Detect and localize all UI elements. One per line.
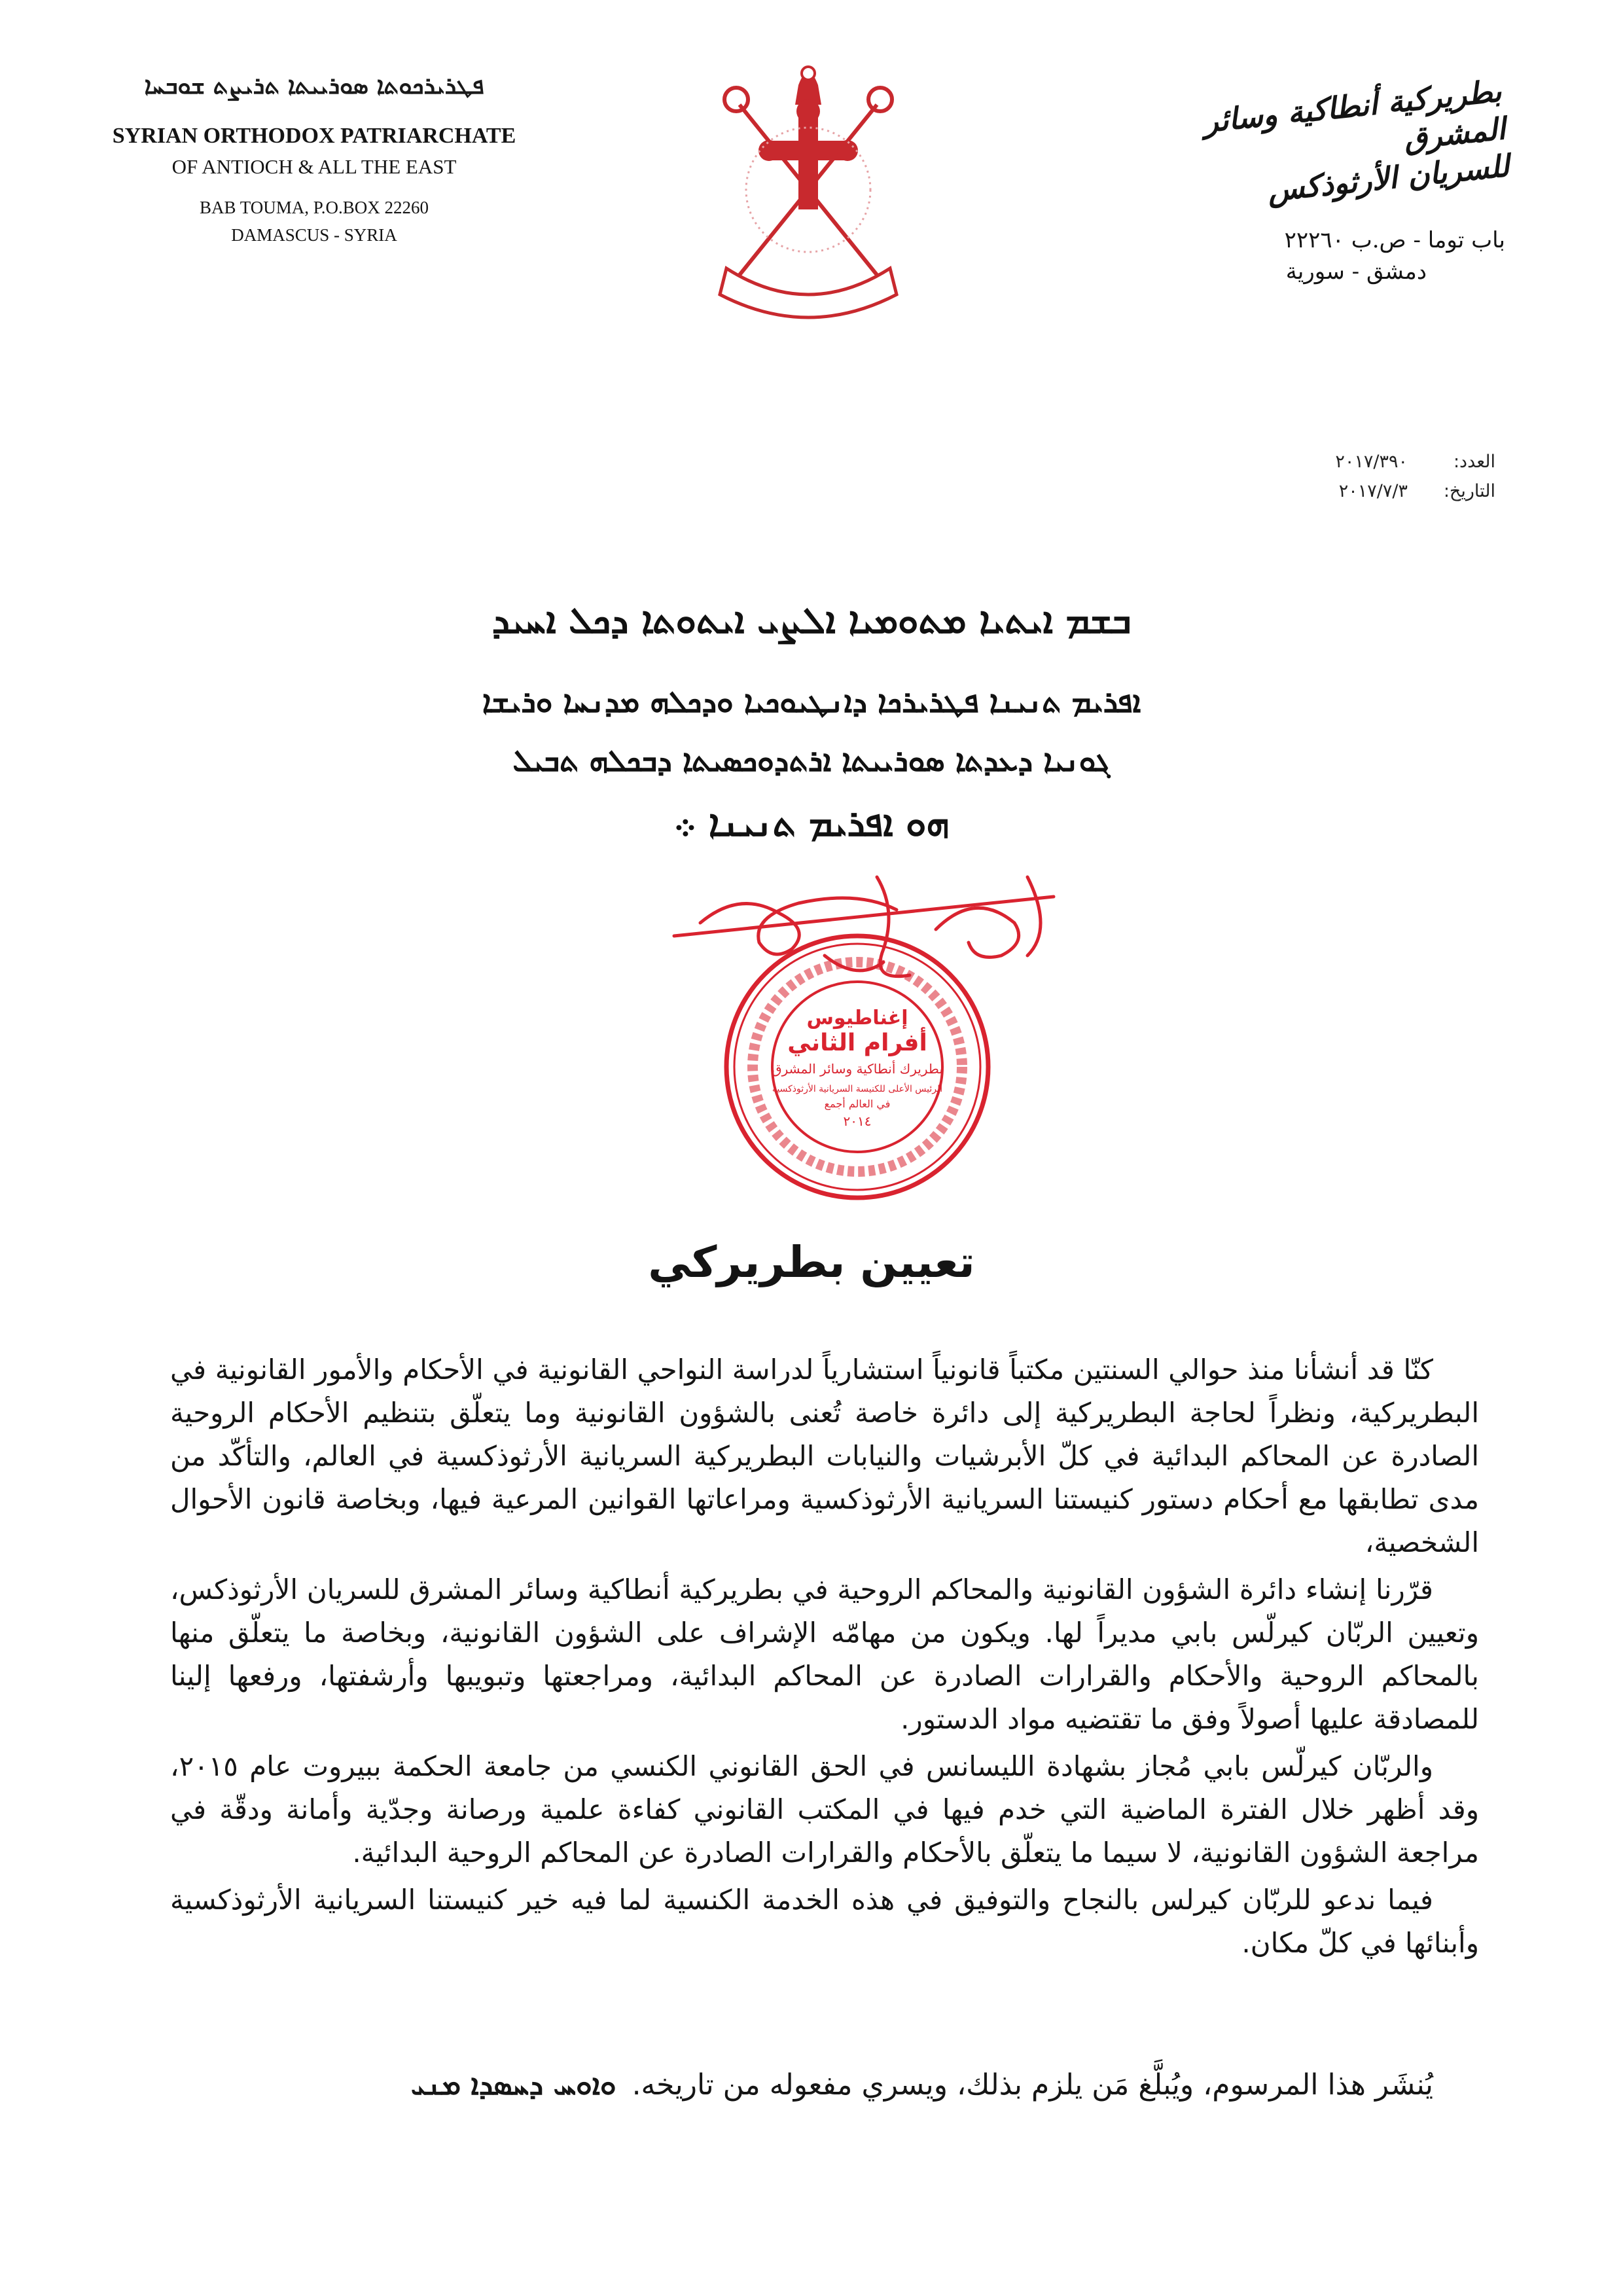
decree-body bbox=[170, 1348, 1479, 1969]
body-paragraph-4: فيما ندعو للربّان كيرلس بالنجاح والتوفيق في هذه الخدمة الكنسية لما فيه خير كنيستنا السريانية الأرثوذكسية وأبنائها في كلّ مكان. bbox=[170, 1884, 1479, 1959]
letterhead-arabic-address-line1: باب توما - ص.ب ٢٢٢٦٠ bbox=[1284, 226, 1505, 253]
reference-date-value: ٢٠١٧/٧/٣ bbox=[1338, 481, 1408, 501]
body-paragraph-3: والربّان كيرلّس بابي مُجاز بشهادة الليسانس في الحق القانوني الكنسي من جامعة الحكمة ببيروت عام ٢٠١٥، وقد أظهر خلال الفترة الماضية التي خدم فيها في المكتب القانوني كفاءة علمية ورصانة وجدّية وأمانة ودقّة في مراجعة الشؤون القانونية، لا سيما ما يتعلّق بالأحكام والقرارات الصادرة عن المحاكم الروحية البدائية. bbox=[170, 1750, 1479, 1869]
closing-line bbox=[170, 2068, 1479, 2102]
body-paragraph-2: قرّرنا إنشاء دائرة الشؤون القانونية والمحاكم الروحية في بطريركية أنطاكية وسائر المشرق للسريان الأرثوذكس، وتعيين الربّان كيرلّس بابي مديراً لها. ويكون من مهامّه الإشراف على الشؤون القانونية، وبخاصة ما يتعلّق منها بالمحاكم الروحية والأحكام والقرارات الصادرة عن المحاكم البدائية، ومراجعتها وتبويبها وأرشفتها، ورفعها إلينا للمصادقة عليها أصولاً وفق ما تقتضيه مواد الدستور. bbox=[170, 1573, 1479, 1735]
signature-icon bbox=[674, 877, 1054, 977]
patriarchal-seal bbox=[661, 851, 1067, 1217]
letterhead-address-line2: DAMASCUS - SYRIA bbox=[231, 224, 397, 245]
reference-number-label: العدد: bbox=[1453, 452, 1495, 472]
letterhead-arabic-line2: للسريان الأرثوذكس bbox=[1266, 147, 1511, 209]
letterhead-right bbox=[1126, 72, 1511, 285]
seal-title-line3: بطريرك أنطاكية وسائر المشرق bbox=[772, 1061, 943, 1077]
letterhead-subtitle: OF ANTIOCH & ALL THE EAST bbox=[171, 155, 457, 178]
reference-block bbox=[1129, 452, 1495, 511]
body-paragraph-1: كنّا قد أنشأنا منذ حوالي السنتين مكتباً قانونياً استشارياً لدراسة النواحي القانونية في الأحكام والأمور القانونية في البطريركية، ونظراً لحاجة البطريركية إلى دائرة خاصة تُعنى بالشؤون القانونية وما يتعلّق بتنظيم الأحكام الروحية الصادرة عن المحاكم البدائية في كلّ الأبرشيات والنيابات البطريركية السريانية الأرثوذكسية في العالم، والتأكّد من مدى تطابقها مع أحكام دستور كنيستنا السريانية الأرثوذكسية ومراعاتها القوانين المرعية فيها، وبخاصة قانون الأحوال الشخصية، bbox=[170, 1354, 1479, 1558]
seal-title-line5: في العالم أجمع bbox=[824, 1098, 891, 1110]
letterhead-address bbox=[72, 194, 556, 249]
reference-date-row bbox=[1129, 481, 1495, 501]
letterhead-title: SYRIAN ORTHODOX PATRIARCHATE bbox=[112, 124, 516, 148]
invocation-line4: ܗܘ ܐܦܪܝܡ ܬܢܝܢܐ ܀ bbox=[673, 802, 950, 845]
reference-date-label: التاريخ: bbox=[1443, 481, 1495, 501]
closing-syriac: ܘܐܘܚ ܕܚܣܕܐ ܡܢܝ bbox=[410, 2068, 616, 2102]
reference-number-value: ٢٠١٧/٣٩٠ bbox=[1335, 452, 1408, 472]
letterhead-address-line1: BAB TOUMA, P.O.BOX 22260 bbox=[199, 198, 429, 217]
invocation-line3: ܓܘܢܝܐ ܕܥܕܬܐ ܣܘܪܝܝܬܐ ܐܪܬܕܘܟܣܝܬܐ ܕܒܟܠܗ ܬܒܝܠ bbox=[512, 743, 1111, 778]
letterhead-arabic-line1: بطريركية أنطاكية وسائر المشرق bbox=[1202, 73, 1507, 156]
invocation-line1: ܒܫܡ ܐܝܬܝܐ ܡܬܘܡܝܐ ܐܠܨܝ ܐܝܬܘܬܐ ܕܟܠ ܐܚܝܕ bbox=[491, 599, 1132, 642]
closing-text: يُنشَر هذا المرسوم، ويُبلَّغ مَن يلزم بذلك، ويسري مفعوله من تاريخه. bbox=[632, 2068, 1433, 2102]
letterhead-arabic-address-line2: دمشق - سورية bbox=[1285, 258, 1427, 285]
letterhead-arabic-calligraphy bbox=[1122, 72, 1511, 224]
letterhead-syriac-line: ܦܛܪܝܪܟܘܬܐ ܣܘܪܝܝܬܐ ܬܪܝܨܬ ܫܘܒܚܐ bbox=[144, 72, 484, 99]
seal-year: ٢٠١٤ bbox=[843, 1113, 872, 1129]
document-heading: تعيين بطريركي bbox=[648, 1237, 975, 1287]
patriarchate-emblem-icon bbox=[700, 59, 916, 334]
letterhead-left bbox=[72, 72, 556, 249]
reference-number-row bbox=[1129, 452, 1495, 472]
seal-title-line4: الرئيس الأعلى للكنيسة السريانية الأرثوذكسية bbox=[772, 1084, 943, 1094]
invocation-line2: ܐܦܪܝܡ ܬܢܝܢܐ ܦܛܪܝܪܟܐ ܕܐܢܛܝܘܟܝܐ ܘܕܟܠܗ ܡܕܢܚܐ ܘܪܝܫܐ bbox=[482, 684, 1141, 719]
seal-title-line1: إغناطيوس bbox=[806, 1007, 908, 1030]
seal-title-line2: أفرام الثاني bbox=[787, 1030, 927, 1056]
